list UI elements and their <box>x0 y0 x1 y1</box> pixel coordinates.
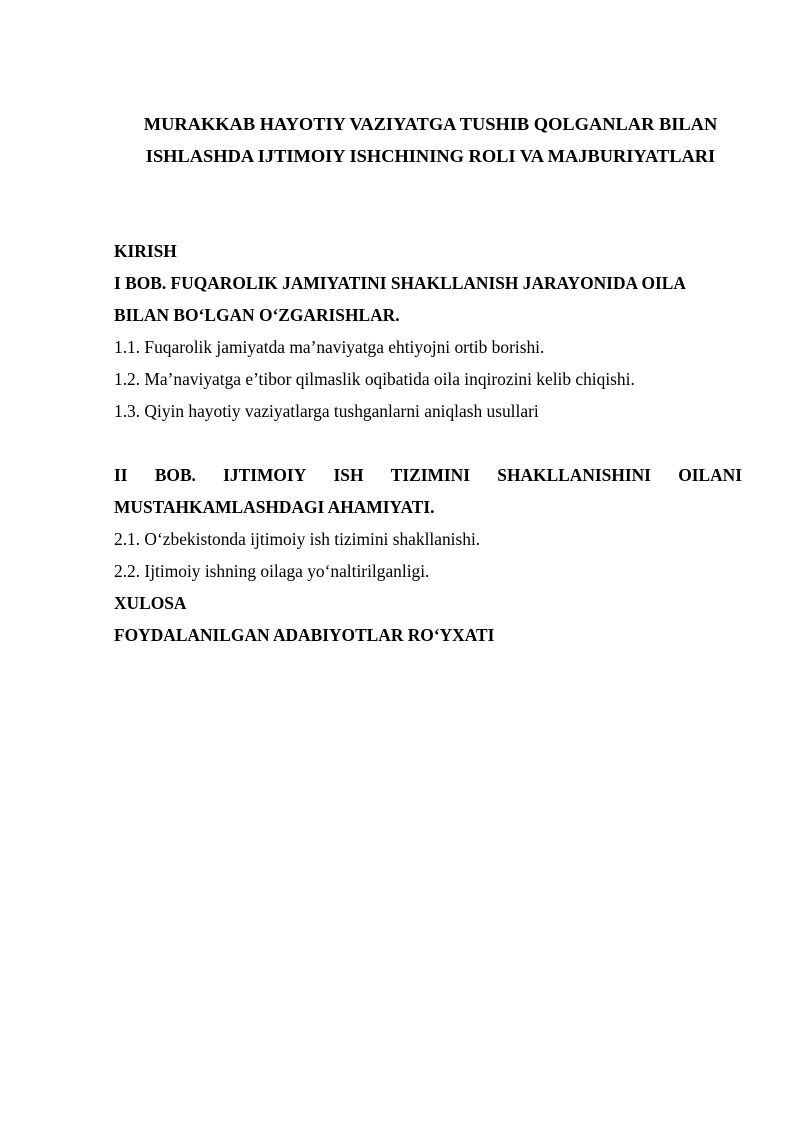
toc-chapter-1-line-1: I BOB. FUQAROLIK JAMIYATINI SHAKLLANISH JARAYONIDA OILA <box>114 273 686 293</box>
toc-section-1-2: 1.2. Ma’naviyatga e’tibor qilmaslik oqibatida oila inqirozini kelib chiqishi. <box>114 369 635 389</box>
chapter-2-word: II <box>114 465 128 485</box>
chapter-2-word: SHAKLLANISHINI <box>497 465 651 485</box>
toc-chapter-1-line-2: BILAN BO‘LGAN O‘ZGARISHLAR. <box>114 305 400 325</box>
toc-section-2-1: 2.1. O‘zbekistonda ijtimoiy ish tizimini shakllanishi. <box>114 529 481 549</box>
chapter-2-word: ISH <box>333 465 364 485</box>
table-of-contents <box>114 235 742 651</box>
chapter-2-word: BOB. <box>154 465 196 485</box>
toc-section-1-3: 1.3. Qiyin hayotiy vaziyatlarga tushganlarni aniqlash usullari <box>114 401 539 421</box>
chapter-2-word: OILANI <box>678 465 742 485</box>
document-title <box>113 108 748 172</box>
toc-section-1-1: 1.1. Fuqarolik jamiyatda ma’naviyatga ehtiyojni ortib borishi. <box>114 337 545 357</box>
toc-section-2-2: 2.2. Ijtimoiy ishning oilaga yo‘naltirilganligi. <box>114 561 430 581</box>
title-line-1: MURAKKAB HAYOTIY VAZIYATGA TUSHIB QOLGANLAR BILAN <box>143 114 718 134</box>
toc-chapter-2-line-2: MUSTAHKAMLASHDAGI AHAMIYATI. <box>114 497 435 517</box>
title-line-2: ISHLASHDA IJTIMOIY ISHCHINING ROLI VA MAJBURIYATLARI <box>145 146 716 166</box>
toc-chapter-2-line-1 <box>114 459 742 491</box>
section-spacer <box>114 427 742 459</box>
toc-references: FOYDALANILGAN ADABIYOTLAR RO‘YXATI <box>114 625 495 645</box>
chapter-2-word: TIZIMINI <box>390 465 471 485</box>
chapter-2-word: IJTIMOIY <box>223 465 307 485</box>
toc-intro: KIRISH <box>114 241 177 261</box>
toc-conclusion: XULOSA <box>114 593 187 613</box>
